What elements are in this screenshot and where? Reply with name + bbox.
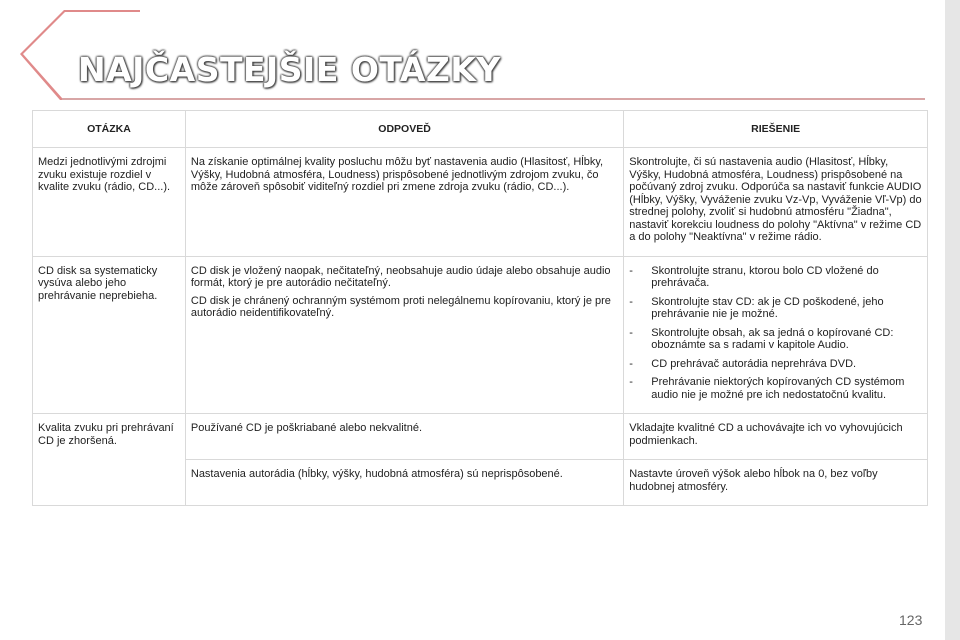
answer-text: CD disk je vložený naopak, nečitateľný, neobsahuje audio údaje alebo obsahuje audio formát, ktorý je pre autorádio nečitateľný. bbox=[190, 264, 611, 289]
answer-text: Na získanie optimálnej kvality posluchu môžu byť nastavenia audio (Hlasitosť, Hĺbky, Výšky, Hudobná atmosféra, Loudness) prispôsobené jednotlivým zdrojom zvuku, čo môže zároveň spôsobiť viditeľný rozdiel pri zmene zdroja zvuku (rádio, CD...). bbox=[190, 156, 604, 193]
solution-cell bbox=[624, 256, 928, 414]
dash-bullet: - bbox=[629, 357, 633, 370]
solution-text: Vkladajte kvalitné CD a uchovávajte ich vo vyhovujúcich podmienkach. bbox=[629, 422, 903, 447]
table-row bbox=[33, 148, 928, 257]
question-text: CD disk sa systematicky vysúva alebo jeho prehrávanie neprebieha. bbox=[38, 264, 158, 302]
page-title: NAJČASTEJŠIE OTÁZKY bbox=[78, 50, 501, 89]
solution-step: - CD prehrávač autorádia neprehráva DVD. bbox=[629, 357, 857, 370]
answer-cell bbox=[185, 414, 623, 460]
dash-bullet: - bbox=[629, 295, 633, 308]
solution-cell bbox=[624, 460, 928, 506]
question-cell bbox=[33, 256, 186, 414]
table-header-row bbox=[33, 111, 928, 148]
dash-bullet: - bbox=[629, 326, 633, 339]
solution-step: - Skontrolujte stranu, ktorou bolo CD vložené do prehrávača. bbox=[629, 264, 879, 289]
answer-cell bbox=[185, 256, 623, 414]
header-solution: RIEŠENIE bbox=[624, 111, 928, 148]
solution-cell bbox=[624, 414, 928, 460]
answer-cell bbox=[185, 460, 623, 506]
page-number: 123 bbox=[899, 612, 923, 628]
dash-bullet: - bbox=[629, 264, 633, 277]
answer-text: Nastavenia autorádia (hĺbky, výšky, hudobná atmosféra) sú neprispôsobené. bbox=[190, 468, 563, 480]
table-row bbox=[33, 414, 928, 460]
solution-text: Nastavte úroveň výšok alebo hĺbok na 0, bez voľby hudobnej atmosféry. bbox=[629, 468, 878, 493]
answer-cell bbox=[185, 148, 623, 257]
header-question: OTÁZKA bbox=[33, 111, 186, 148]
solution-cell bbox=[624, 148, 928, 257]
question-cell bbox=[33, 148, 186, 257]
solution-step: - Skontrolujte stav CD: ak je CD poškodené, jeho prehrávanie nie je možné. bbox=[629, 295, 884, 320]
page-edge-strip bbox=[945, 0, 960, 640]
question-text: Medzi jednotlivými zdrojmi zvuku existuje rozdiel v kvalite zvuku (rádio, CD...). bbox=[38, 156, 171, 193]
solution-text: Skontrolujte, či sú nastavenia audio (Hlasitosť, Hĺbky, Výšky, Hudobná atmosféra, Loudness) prispôsobené na počúvaný zdroj zvuku. Odporúča sa nastaviť funkcie AUDIO (Hĺbky, Výšky, Vyváženie zvuku Vz-Vp, Vyváženie Vľ-Vp) do strednej polohy, zvoliť si hudobnú atmosféru "Žiadna", nastaviť korekciu loudness do polohy "Aktívna" v režime CD a do polohy "Neaktívna" v režime rádio. bbox=[629, 156, 922, 243]
question-cell bbox=[33, 414, 186, 506]
title-underline bbox=[62, 98, 925, 100]
solution-step: - Prehrávanie niektorých kopírovaných CD systémom audio nie je možné pre ich nedostatočnú kvalitu. bbox=[629, 376, 905, 401]
faq-table bbox=[32, 110, 928, 506]
solution-step: - Skontrolujte obsah, ak sa jedná o kopírované CD: oboznámte sa s radami v kapitole Audio. bbox=[629, 326, 894, 351]
table-row bbox=[33, 256, 928, 414]
dash-bullet: - bbox=[629, 376, 633, 388]
header-answer: ODPOVEĎ bbox=[185, 111, 623, 148]
answer-text: CD disk je chránený ochranným systémom proti nelegálnemu kopírovaniu, ktorý je pre autorádio neidentifikovateľný. bbox=[190, 294, 611, 319]
solution-steps-list bbox=[629, 265, 922, 402]
question-text: Kvalita zvuku pri prehrávaní CD je zhoršená. bbox=[38, 422, 174, 447]
answer-text: Používané CD je poškriabané alebo nekvalitné. bbox=[190, 422, 423, 434]
